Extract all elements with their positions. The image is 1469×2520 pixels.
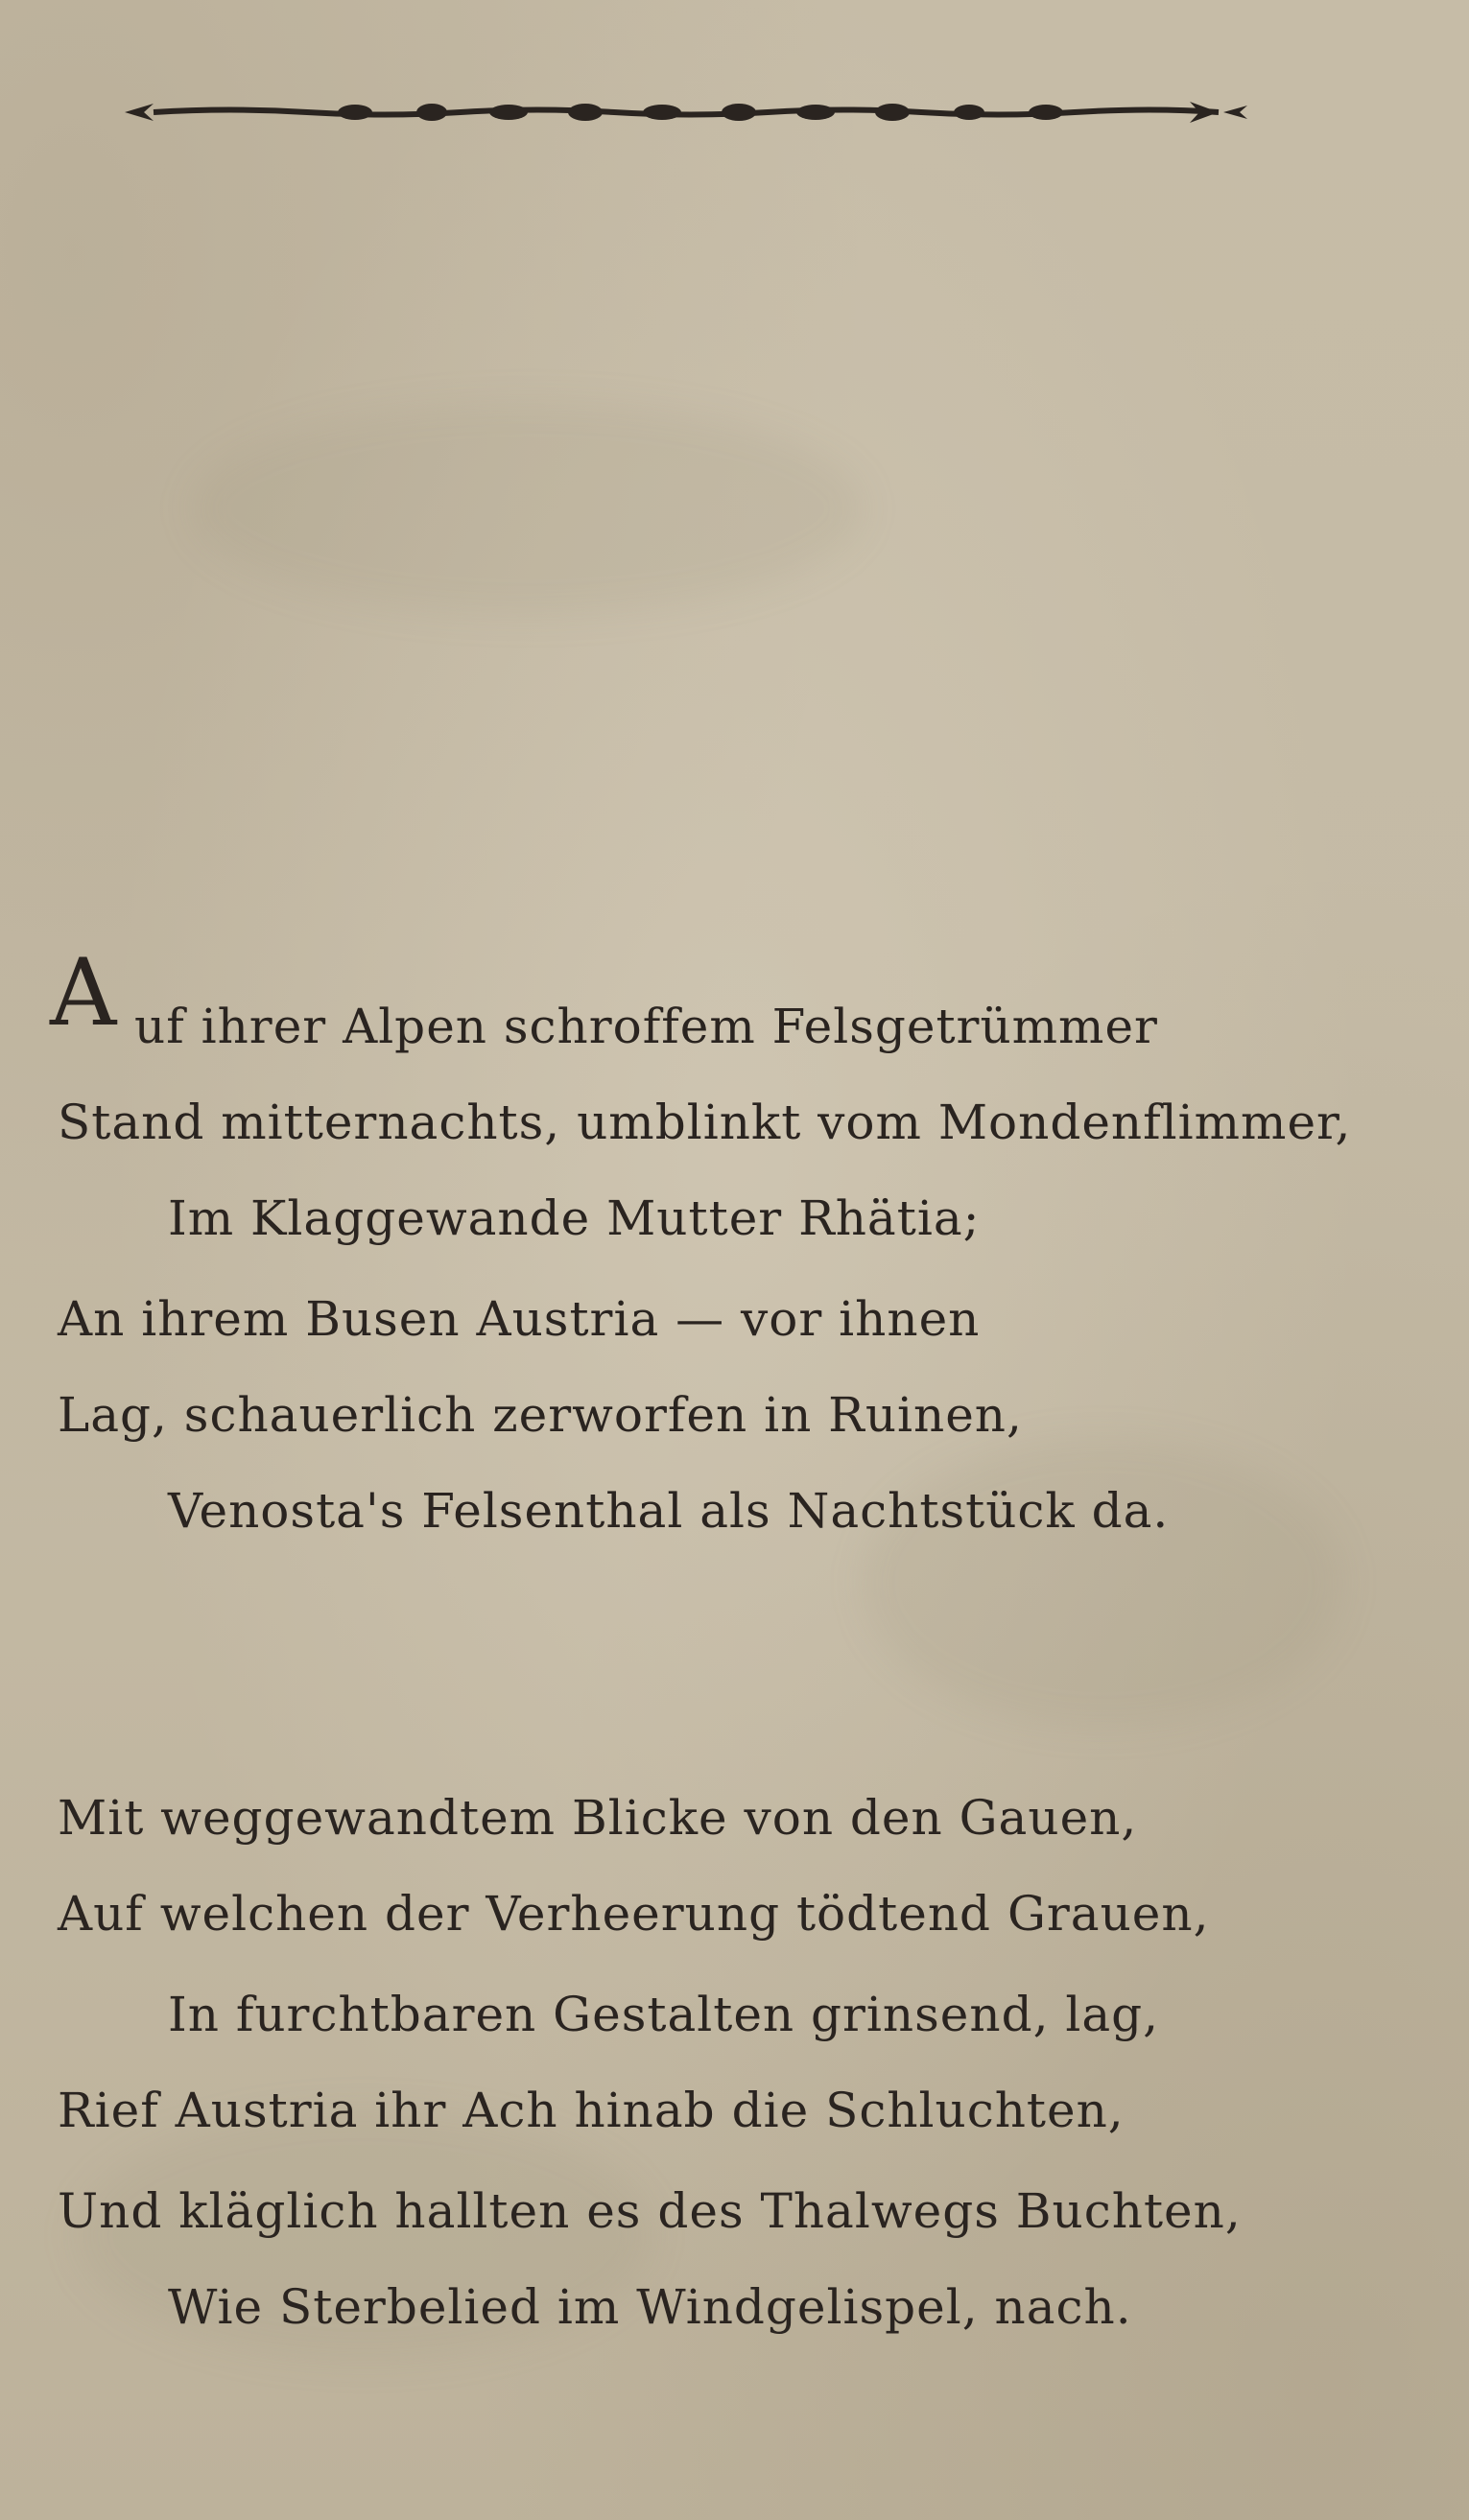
verse-line: Rief Austria ihr Ach hinab die Schluchten, bbox=[58, 2083, 1125, 2138]
verse-line: Wie Sterbelied im Windgelispel, nach. bbox=[168, 2279, 1132, 2335]
verse-line: In furchtbaren Gestalten grinsend, lag, bbox=[168, 1987, 1160, 2042]
verse-line: Mit weggewandtem Blicke von den Gauen, bbox=[58, 1790, 1138, 1846]
verse-line: Venosta's Felsenthal als Nachtstück da. bbox=[168, 1483, 1170, 1539]
paper-stain bbox=[192, 403, 864, 614]
decorative-rule bbox=[115, 88, 1257, 136]
verse-line: Auf welchen der Verheerung tödtend Grauen, bbox=[58, 1886, 1210, 1942]
verse-line: Und kläglich hallten es des Thalwegs Buchten, bbox=[58, 2183, 1242, 2239]
drop-cap: A bbox=[50, 939, 117, 1047]
verse-line: Im Klaggewande Mutter Rhätia; bbox=[168, 1190, 981, 1246]
verse-line: Lag, schauerlich zerworfen in Ruinen, bbox=[58, 1387, 1023, 1443]
verse-line: An ihrem Busen Austria — vor ihnen bbox=[58, 1291, 981, 1347]
verse-line: Stand mitternachts, umblinkt vom Mondenflimmer, bbox=[58, 1095, 1352, 1150]
verse-line: uf ihrer Alpen schroffem Felsgetrümmer bbox=[134, 999, 1158, 1054]
